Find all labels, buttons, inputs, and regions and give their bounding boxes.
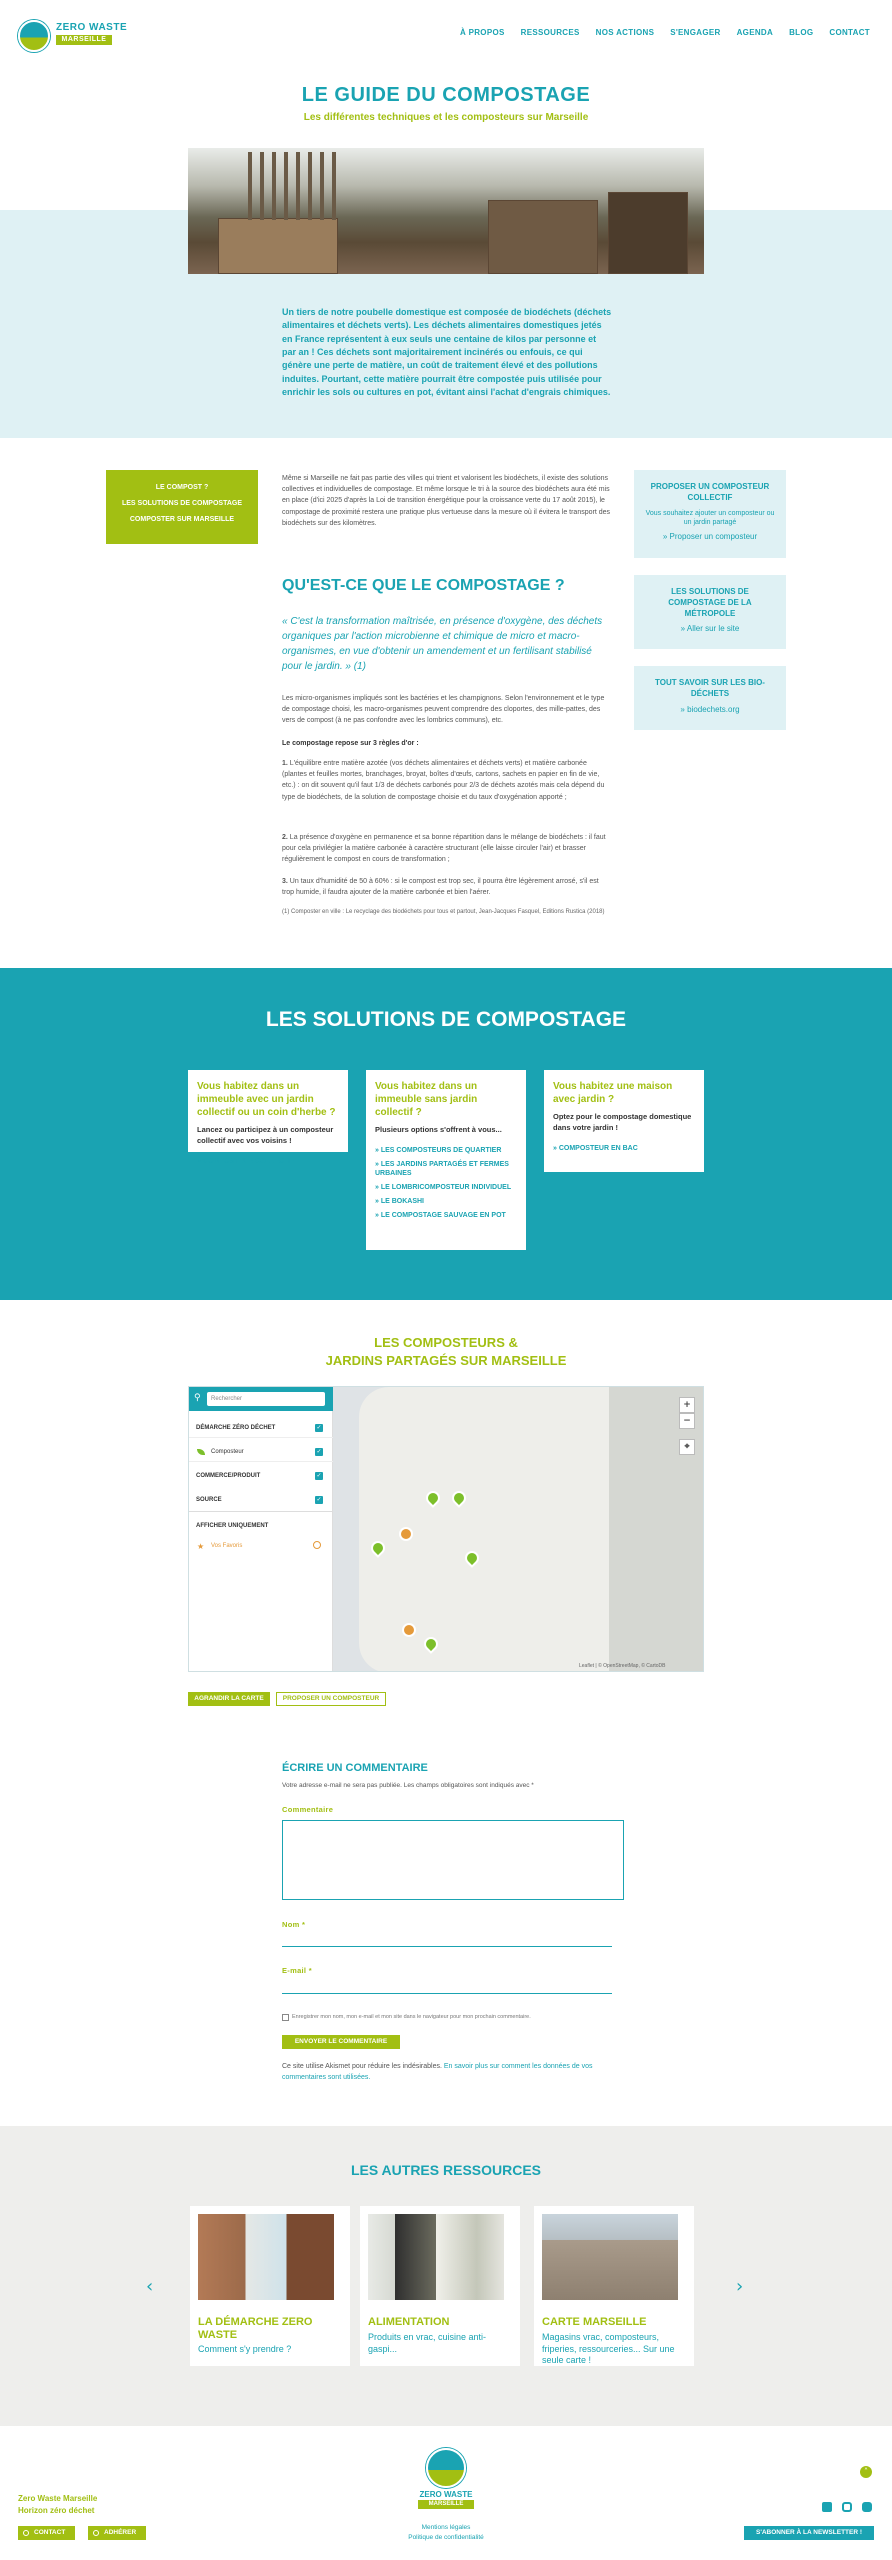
zoom-out-button[interactable]: − [679, 1413, 695, 1429]
carousel-prev-icon[interactable]: ‹ [146, 2276, 154, 2297]
toc-item[interactable]: COMPOSTER SUR MARSEILLE [129, 516, 235, 523]
logo-subtitle[interactable]: MARSEILLE [56, 35, 112, 45]
map-widget[interactable] [188, 1386, 704, 1672]
nav-ressources[interactable]: RESSOURCES [520, 28, 580, 37]
side-box-link[interactable]: » Proposer un composteur [662, 532, 758, 542]
rule-number: 2. [282, 834, 288, 841]
checkbox-icon[interactable]: ✓ [316, 1496, 322, 1503]
map-marker-cluster[interactable] [399, 1527, 413, 1541]
zoom-in-button[interactable]: + [679, 1397, 695, 1413]
resource-card-title: LA DÉMARCHE ZERO WASTE [198, 2316, 313, 2342]
resource-card-title: ALIMENTATION [368, 2316, 450, 2328]
solution-link[interactable]: » LE LOMBRICOMPOSTEUR INDIVIDUEL [375, 1184, 512, 1192]
footer-org-name: Zero Waste Marseille [18, 2494, 98, 2503]
rule-text: Un taux d'humidité de 50 à 60% : si le compost est trop sec, il pourra être légèrement arrosé, s'il est trop humide, il faudra ajouter de la matière carbonée et bien l'aérer. [282, 878, 599, 897]
search-icon[interactable]: ⚲ [194, 1393, 201, 1403]
solution-card-text: Optez pour le compostage domestique dans votre jardin ! [553, 1112, 692, 1132]
resource-card[interactable] [360, 2206, 520, 2366]
nav-s-engager[interactable]: S'ENGAGER [670, 28, 721, 37]
rule-number: 3. [282, 878, 288, 885]
rules-title: Le compostage repose sur 3 règles d'or : [282, 740, 419, 747]
solution-card [188, 1070, 348, 1165]
star-icon: ★ [197, 1542, 205, 1551]
map-title-line: LES COMPOSTEURS & [374, 1335, 518, 1350]
submit-comment-button[interactable]: ENVOYER LE COMMENTAIRE [282, 2035, 400, 2049]
solution-card-title: Vous habitez dans un immeuble sans jardin collectif ? [375, 1081, 478, 1118]
footer-logo-title: ZERO WASTE [419, 2490, 473, 2499]
checkbox-icon[interactable]: ✓ [316, 1448, 322, 1455]
legal-link[interactable]: Mentions légales [421, 2524, 471, 2531]
filter-composteur[interactable]: Composteur [211, 1449, 244, 1455]
resource-image [198, 2214, 334, 2300]
instagram-icon[interactable] [842, 2502, 852, 2512]
resources-title: LES AUTRES RESSOURCES [350, 2162, 542, 2178]
filter-commerce[interactable]: COMMERCE/PRODUIT [196, 1473, 261, 1479]
enlarge-map-button[interactable]: AGRANDIR LA CARTE [188, 1692, 270, 1706]
main-nav [460, 28, 870, 37]
side-box-metropole [634, 575, 786, 649]
map-hills [609, 1387, 704, 1672]
akismet-text: Ce site utilise Akismet pour réduire les indésirables. [282, 2063, 442, 2070]
side-box-title: PROPOSER UN COMPOSTEUR COLLECTIF [650, 482, 770, 502]
footer-contact-label: CONTACT [34, 2529, 66, 2536]
map-attribution[interactable]: Leaflet | © OpenStreetMap, © CartoDB [579, 1663, 666, 1669]
adherer-icon [93, 2530, 99, 2536]
divider [189, 1511, 333, 1512]
side-box-propose [634, 470, 786, 558]
solution-card [366, 1070, 526, 1250]
solution-link[interactable]: » LES JARDINS PARTAGÉS ET FERMES URBAINES [375, 1160, 509, 1178]
rule-text: L'équilibre entre matière azotée (vos déchets alimentaires et déchets verts) et matière carbonée (plantes et feuilles mortes, branchages, broyat, boîtes d'œufs, cartons, sachets en papier en fin de vie, etc.) : on dit souvent qu'il faut 1/3 de déchets carbonés pour 2/3 de déchets azotés mais cela dépend du type de biodéchets, de la solution de compostage choisie et du taux d'oxygénation apporté ; [282, 760, 605, 801]
resource-card[interactable] [534, 2206, 694, 2366]
footnote: (1) Composter en ville : Le recyclage des biodéchets pour tous et partout, Jean-Jacques Fasquel, Editions Rustica (2018) [282, 909, 605, 915]
hero-image-composters [188, 148, 704, 274]
page-subtitle: Les différentes techniques et les composteurs sur Marseille [303, 112, 589, 123]
solution-link[interactable]: » LE BOKASHI [375, 1198, 425, 1206]
nav-blog[interactable]: BLOG [789, 28, 814, 37]
footer-logo-sub: MARSEILLE [418, 2500, 474, 2509]
resource-image [368, 2214, 504, 2300]
composter-bin-image [608, 192, 688, 274]
rule-number: 1. [282, 760, 288, 767]
akismet-link[interactable]: En savoir plus sur comment les données de vos commentaires sont utilisées. [282, 2063, 593, 2081]
rule-item [282, 876, 612, 898]
side-box-biodechets [634, 666, 786, 730]
privacy-link[interactable]: Politique de confidentialité [408, 2534, 484, 2541]
checkbox-icon[interactable]: ✓ [316, 1472, 322, 1479]
newsletter-button[interactable]: S'ABONNER À LA NEWSLETTER ! [744, 2526, 874, 2540]
footer-org-tagline: Horizon zéro déchet [18, 2506, 95, 2515]
side-box-desc: Vous souhaitez ajouter un composteur ou un jardin partagé [645, 509, 775, 527]
side-box-title: LES SOLUTIONS DE COMPOSTAGE DE LA MÉTROPOLE [668, 587, 752, 618]
composter-bin-image [218, 218, 338, 274]
rule-item [282, 832, 612, 866]
solution-link[interactable]: » COMPOSTEUR EN BAC [553, 1144, 638, 1152]
divider [189, 1437, 333, 1438]
comment-label: Commentaire [282, 1805, 334, 1814]
solution-card-text: Lancez ou participez à un composteur collectif avec vos voisins ! [197, 1125, 334, 1145]
solution-card [544, 1070, 704, 1172]
page-title: LE GUIDE DU COMPOSTAGE [301, 84, 591, 106]
side-box-link[interactable]: » Aller sur le site [680, 624, 740, 634]
leaf-icon [197, 1449, 205, 1455]
resource-card-title: CARTE MARSEILLE [542, 2316, 647, 2328]
propose-composteur-button[interactable]: PROPOSER UN COMPOSTEUR [276, 1692, 386, 1706]
toc-item[interactable]: LES SOLUTIONS DE COMPOSTAGE [121, 500, 243, 507]
solution-link[interactable]: » COMPOSTEUR COLLECTIF [197, 1157, 295, 1165]
section-heading: QU'EST-CE QUE LE COMPOSTAGE ? [282, 577, 565, 594]
map-title-line: JARDINS PARTAGÉS SUR MARSEILLE [325, 1353, 567, 1369]
checkbox-icon[interactable]: ✓ [316, 1424, 322, 1431]
comment-textarea[interactable] [282, 1820, 624, 1900]
solution-card-text: Plusieurs options s'offrent à vous... [375, 1125, 502, 1134]
map-search-input[interactable]: Rechercher [207, 1392, 325, 1406]
youtube-icon[interactable] [862, 2502, 872, 2512]
rule-item [282, 758, 612, 803]
comment-note: Votre adresse e-mail ne sera pas publiée. Les champs obligatoires sont indiqués avec * [282, 1782, 534, 1789]
divider [189, 1461, 333, 1462]
footer-adherer-label: ADHÉRER [104, 2529, 137, 2536]
resource-card-sub: Magasins vrac, composteurs, friperies, ressourceries... Sur une seule carte ! [542, 2332, 675, 2366]
email-field[interactable] [282, 1993, 612, 1994]
akismet-note [282, 2062, 622, 2083]
only-title: AFFICHER UNIQUEMENT [196, 1523, 269, 1529]
resource-card-sub: Comment s'y prendre ? [198, 2344, 292, 2354]
filter-source[interactable]: SOURCE [196, 1497, 222, 1503]
filter-favoris[interactable]: Vos Favoris [211, 1543, 243, 1549]
solution-link[interactable]: » LE COMPOSTAGE SAUVAGE EN POT [375, 1212, 506, 1220]
resource-card[interactable] [190, 2206, 350, 2366]
nav-agenda[interactable]: AGENDA [736, 28, 774, 37]
consent-checkbox[interactable] [282, 2014, 289, 2021]
name-field[interactable] [282, 1946, 612, 1947]
definition-quote: « C'est la transformation maîtrisée, en présence d'oxygène, des déchets organiques par l'action microbienne et chimique de micro et macro-organismes, en vue d'obtenir un amendement et un fertilisant stabilisé pour le jardin. » (1) [282, 616, 603, 672]
nav-a-propos[interactable]: À PROPOS [459, 28, 505, 37]
map-filter-panel [189, 1387, 333, 1672]
article-paragraph: Les micro-organismes impliqués sont les bactéries et les champignons. Selon l'environnement et le type de compostage choisi, les macro-organismes peuvent comprendre des cloportes, des mille-pattes, des vers de compost (à ne pas confondre avec les lombrics communs), etc. [282, 695, 605, 725]
map-title [0, 1334, 892, 1370]
solution-card-title: Vous habitez une maison avec jardin ? [553, 1081, 673, 1105]
solution-link[interactable]: » LES COMPOSTEURS DE QUARTIER [375, 1146, 502, 1154]
radio-icon[interactable] [313, 1541, 321, 1549]
scroll-top-icon[interactable]: ˄ [860, 2466, 872, 2478]
logo-icon[interactable] [18, 20, 50, 52]
contact-icon [23, 2530, 29, 2536]
solutions-title: LES SOLUTIONS DE COMPOSTAGE [265, 1008, 627, 1031]
intro-text: Un tiers de notre poubelle domestique est composée de biodéchets (déchets alimentaires et déchets verts). Les déchets alimentaires domestiques jetés en France représentent à eux seuls une centaine de kilos par personne et par an ! Ces déchets sont majoritairement incinérés ou enfouis, ce qui génère une perte de matière, un coût de traitement élevé et des pollutions induites. Pourtant, cette matière pourrait être compostée puis utilisée pour enrichir les sols ou cultures en pot, évitant ainsi l'achat d'engrais chimiques. [282, 307, 612, 397]
filter-demarche[interactable]: DÉMARCHE ZÉRO DÉCHET [196, 1425, 276, 1431]
side-box-link[interactable]: » biodechets.org [680, 704, 740, 714]
footer-contact-button[interactable] [18, 2526, 75, 2540]
consent-label: Enregistrer mon nom, mon e-mail et mon site dans le navigateur pour mon prochain commentaire. [292, 2014, 531, 2020]
solution-card-title: Vous habitez dans un immeuble avec un jardin collectif ou un coin d'herbe ? [197, 1081, 336, 1118]
side-box-title: TOUT SAVOIR SUR LES BIO-DÉCHETS [655, 678, 765, 698]
table-of-contents [106, 470, 258, 544]
fence-image [248, 152, 338, 220]
composter-bin-image [488, 200, 598, 274]
locate-button[interactable]: ⌖ [679, 1439, 695, 1455]
article-paragraph: Même si Marseille ne fait pas partie des villes qui trient et valorisent les biodéchets, il existe des solutions collectives et individuelles de compostage. Et même lorsque le tri à la source des biodéchets aura été mis en place (d'ici 2025 d'après la Loi de transition énergétique pour la croissance verte du 17 août 2015), le compostage de proximité restera une pratique plus vertueuse dans la mesure où il évitera le transport des biodéchets sur des kilomètres. [282, 475, 611, 527]
logo-title[interactable]: ZERO WASTE [56, 22, 128, 33]
resource-card-sub: Produits en vrac, cuisine anti-gaspi... [368, 2332, 487, 2354]
nav-nos-actions[interactable]: NOS ACTIONS [595, 28, 655, 37]
nav-contact[interactable]: CONTACT [829, 28, 870, 37]
comment-title: ÉCRIRE UN COMMENTAIRE [282, 1762, 428, 1774]
carousel-next-icon[interactable]: › [736, 2276, 744, 2297]
rule-text: La présence d'oxygène en permanence et sa bonne répartition dans le mélange de biodéchets : il faut pour cela privilégier la matière carbonée à caractère structurant (elle laisse circuler l'air) et brasser régulièrement le compost en cours de transformation ; [282, 834, 606, 864]
footer-logo-icon[interactable] [426, 2448, 466, 2488]
email-label: E-mail * [282, 1966, 312, 1975]
toc-item[interactable]: LE COMPOST ? [155, 484, 209, 491]
resource-image [542, 2214, 678, 2300]
footer-adherer-button[interactable] [88, 2526, 146, 2540]
map-search-bar [189, 1387, 333, 1411]
name-label: Nom * [282, 1920, 306, 1929]
facebook-icon[interactable] [822, 2502, 832, 2512]
map-marker-cluster[interactable] [402, 1623, 416, 1637]
